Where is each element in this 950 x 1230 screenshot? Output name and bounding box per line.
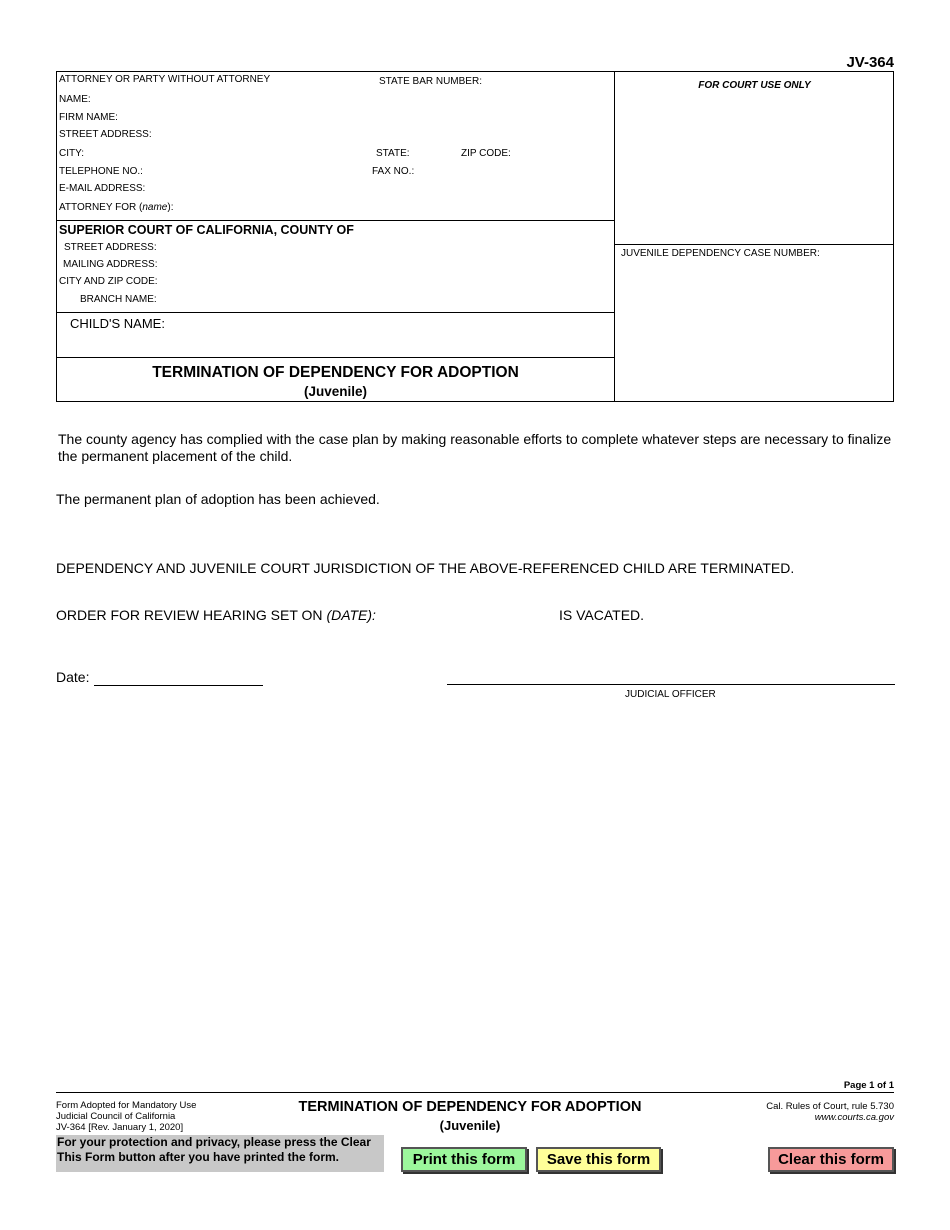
form-number: JV-364 <box>846 54 894 71</box>
form-subtitle: (Juvenile) <box>303 384 368 399</box>
print-form-button[interactable]: Print this form <box>401 1147 527 1172</box>
review-hearing-label: ORDER FOR REVIEW HEARING SET ON (DATE): <box>56 607 376 623</box>
city-label: CITY: <box>59 148 85 159</box>
finding-paragraph: The county agency has complied with the case plan by making reasonable efforts to complete whatever steps are necessary to finalize the permanent placement of the child. <box>58 431 892 464</box>
date-label: Date: <box>56 669 90 685</box>
zip-code-label: ZIP CODE: <box>461 148 511 159</box>
email-label: E-MAIL ADDRESS: <box>59 183 146 194</box>
court-use-label: FOR COURT USE ONLY <box>698 80 811 91</box>
footer-title: TERMINATION OF DEPENDENCY FOR ADOPTION <box>298 1099 642 1115</box>
court-street-label: STREET ADDRESS: <box>64 242 157 253</box>
attorney-label: ATTORNEY OR PARTY WITHOUT ATTORNEY <box>59 74 271 85</box>
fax-label: FAX NO.: <box>372 166 415 177</box>
footer-rule <box>56 1092 894 1093</box>
adoption-info: Form Adopted for Mandatory Use Judicial Council of California JV-364 [Rev. January 1, 2020] <box>56 1100 197 1133</box>
form-title: TERMINATION OF DEPENDENCY FOR ADOPTION <box>152 364 519 381</box>
rules-info: Cal. Rules of Court, rule 5.730 www.courts.ca.gov <box>766 1101 894 1123</box>
court-city-label: CITY AND ZIP CODE: <box>59 276 158 287</box>
termination-paragraph: DEPENDENCY AND JUVENILE COURT JURISDICTION OF THE ABOVE-REFERENCED CHILD ARE TERMINATED. <box>56 560 795 576</box>
state-label: STATE: <box>376 148 410 159</box>
date-line[interactable] <box>94 685 263 686</box>
vacated-label: IS VACATED. <box>559 607 645 623</box>
save-form-button[interactable]: Save this form <box>536 1147 661 1172</box>
caption-box <box>56 71 894 402</box>
divider-child-title <box>57 357 614 358</box>
firm-name-label: FIRM NAME: <box>59 112 118 123</box>
courts-website-link[interactable]: www.courts.ca.gov <box>814 1112 894 1123</box>
child-name-label: CHILD'S NAME: <box>70 316 165 331</box>
page-number: Page 1 of 1 <box>843 1080 894 1091</box>
clear-form-button[interactable]: Clear this form <box>768 1147 894 1172</box>
divider-court-use <box>615 244 894 245</box>
divider-attorney-court <box>57 220 614 221</box>
attorney-for-label: ATTORNEY FOR (name): <box>59 202 174 213</box>
name-label: NAME: <box>59 94 91 105</box>
court-branch-label: BRANCH NAME: <box>80 294 157 305</box>
caption-divider <box>614 72 615 402</box>
judicial-officer-label: JUDICIAL OFFICER <box>625 689 716 700</box>
privacy-notice: For your protection and privacy, please press the Clear This Form button after you have printed the form. <box>56 1135 384 1172</box>
court-mailing-label: MAILING ADDRESS: <box>63 259 158 270</box>
footer-subtitle: (Juvenile) <box>439 1118 501 1133</box>
court-title: SUPERIOR COURT OF CALIFORNIA, COUNTY OF <box>59 223 354 237</box>
telephone-label: TELEPHONE NO.: <box>59 166 143 177</box>
divider-court-child <box>57 312 614 313</box>
state-bar-label: STATE BAR NUMBER: <box>379 76 482 87</box>
signature-line[interactable] <box>447 684 895 685</box>
street-address-label: STREET ADDRESS: <box>59 129 152 140</box>
case-number-label: JUVENILE DEPENDENCY CASE NUMBER: <box>621 248 820 259</box>
adoption-paragraph: The permanent plan of adoption has been achieved. <box>56 491 380 507</box>
